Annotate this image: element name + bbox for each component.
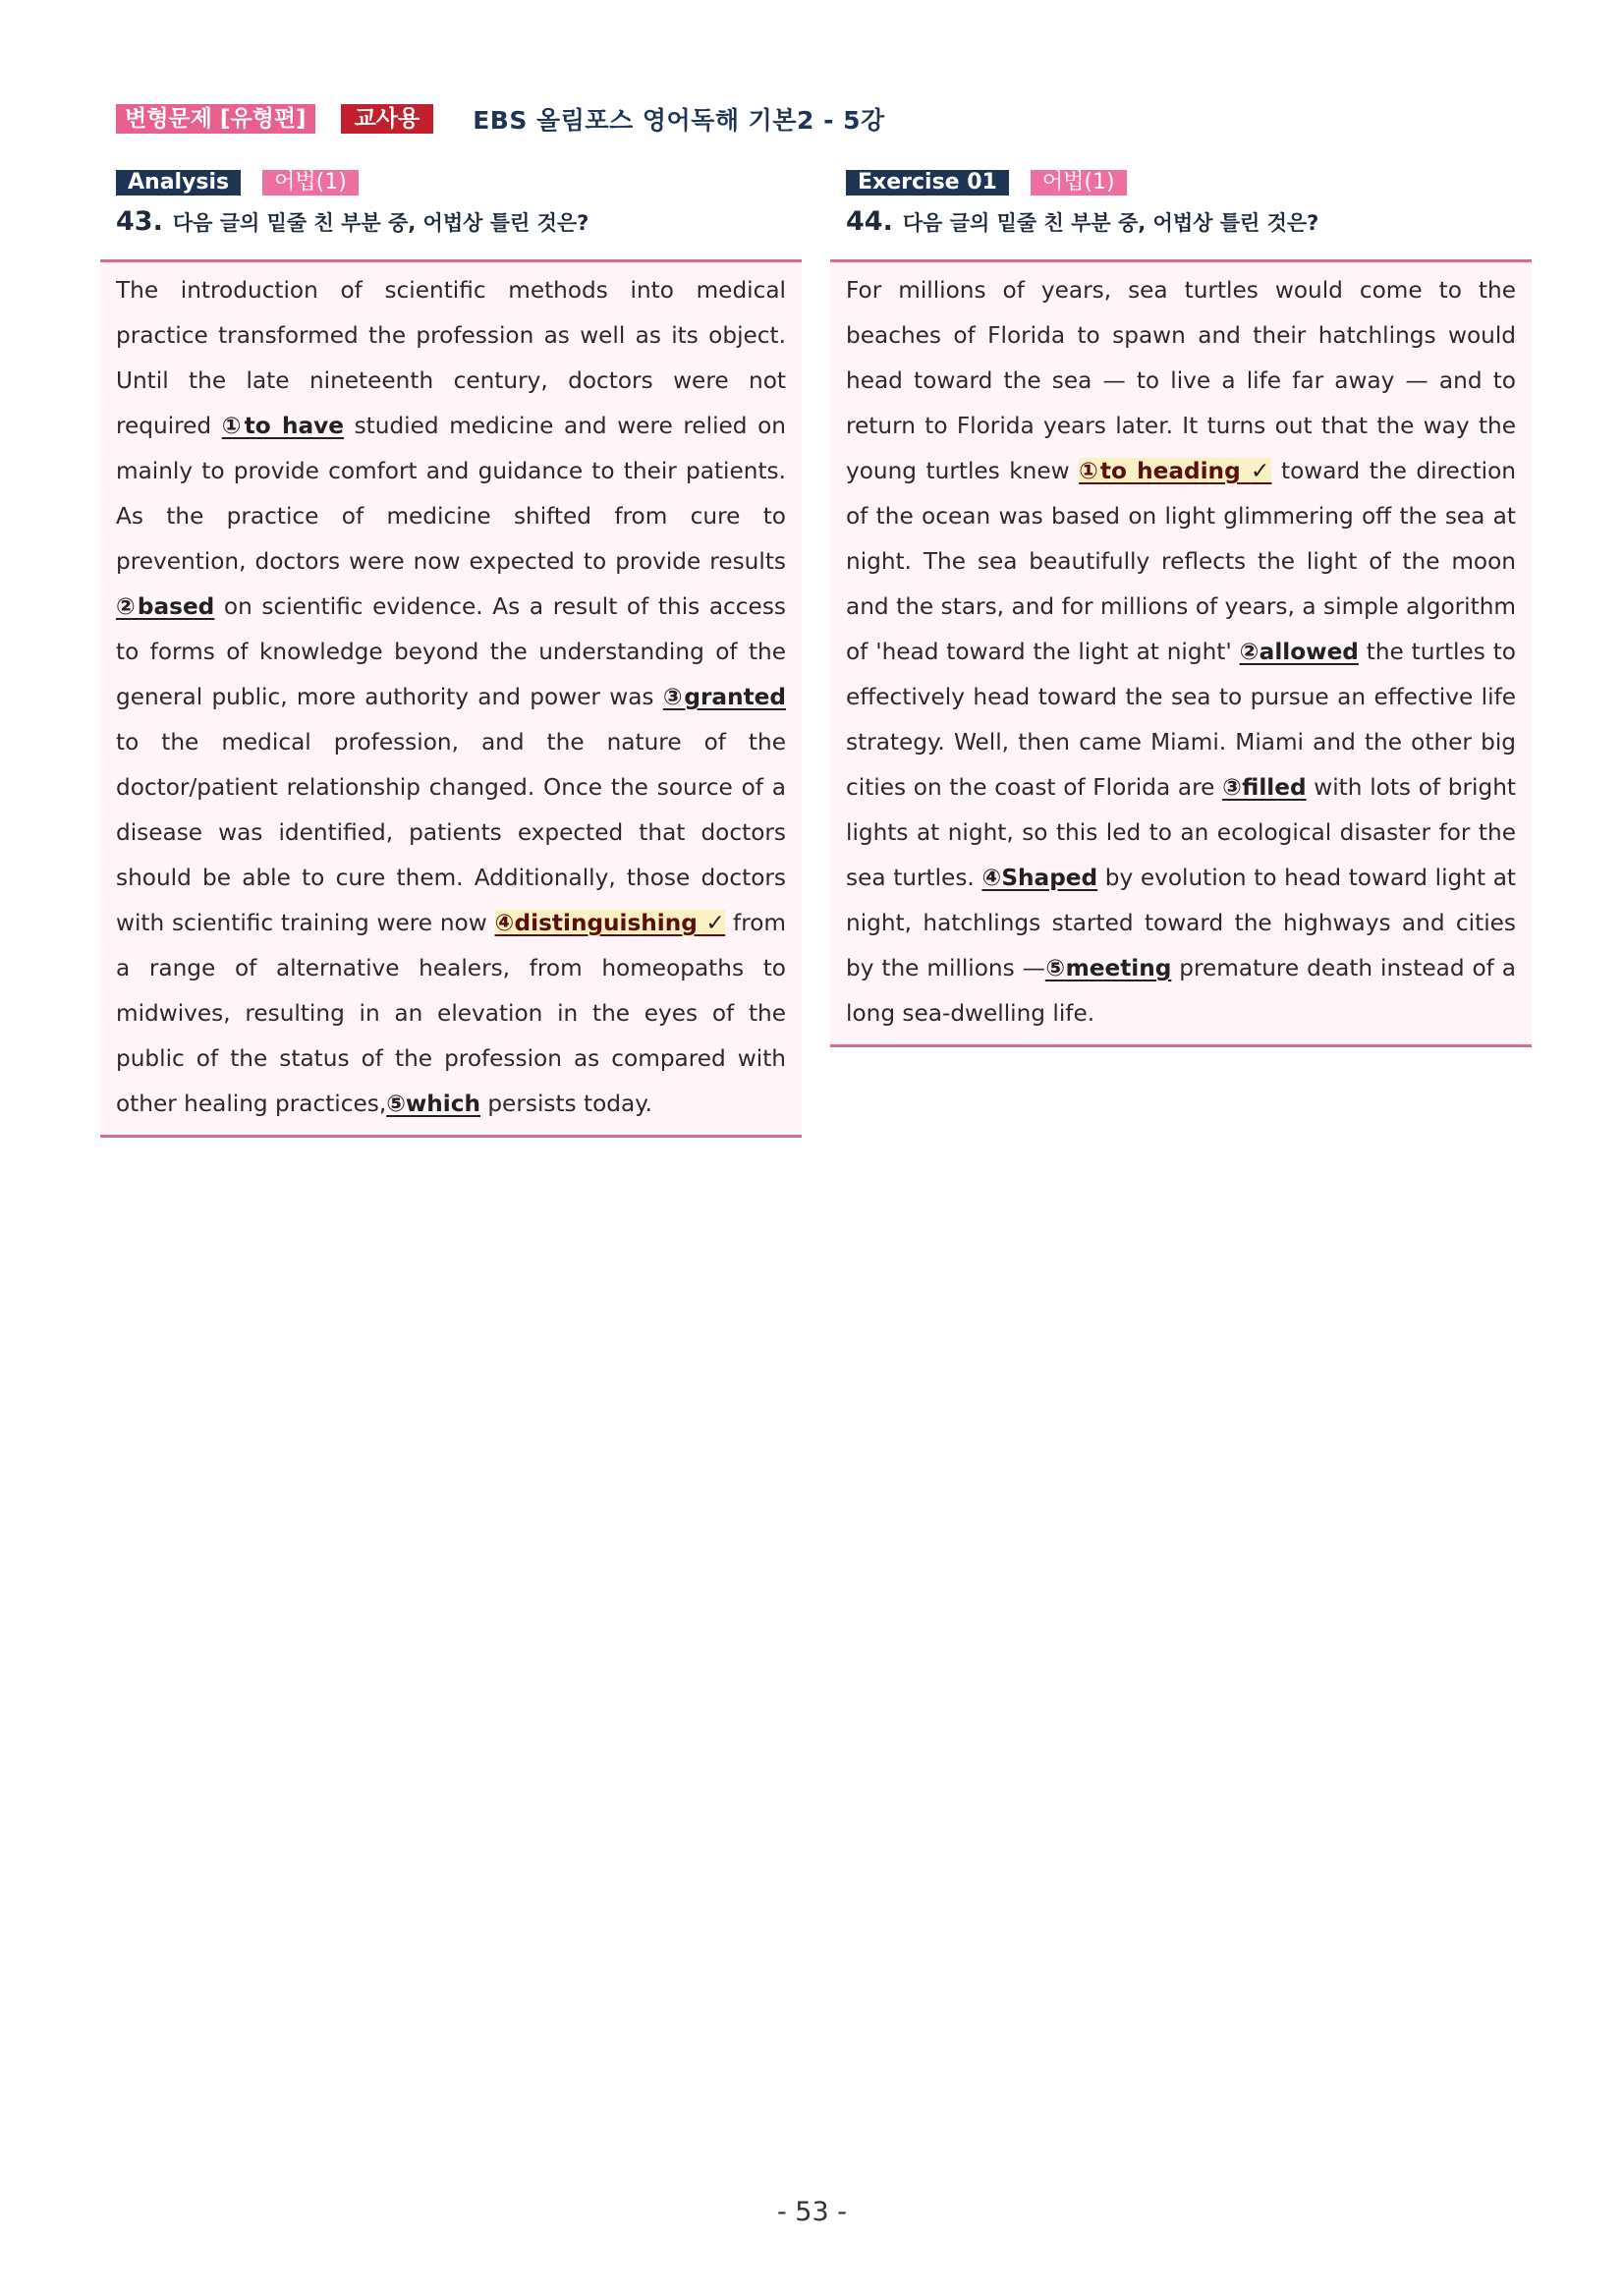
passage-segment: to the medical profession, and the nature of the doctor/patient relationship changed. Once the source of a disease was identified, patients expected that doctors should be able to cure them. Additionally, those doctors with scientific training were now: [116, 729, 786, 936]
check-icon: ✓: [705, 910, 726, 936]
choice-4: ④Shaped: [981, 865, 1098, 891]
choice-2: ②allowed: [1239, 639, 1359, 665]
header-title: EBS 올림포스 영어독해 기본2 - 5강: [473, 106, 885, 135]
passage-segment: from a range of alternative healers, from homeopaths to midwives, resulting in an elevation in the eyes of the public of the status of the profession as compared with other healing practices,: [116, 910, 786, 1117]
choice-3: ③filled: [1222, 774, 1307, 801]
question-number: 44.: [846, 206, 893, 237]
question-labels: [830, 169, 1532, 196]
question-number: 43.: [116, 206, 163, 237]
choice-2: ②based: [116, 593, 215, 620]
question-labels: [100, 169, 802, 196]
passage-segment: with lots of bright lights at night, so this led to an ecological disaster for the sea turtles.: [846, 774, 1517, 891]
choice-1-text: ①to heading: [1079, 458, 1241, 484]
question-44-column: [830, 169, 1532, 1047]
analysis-label: Analysis: [116, 170, 241, 196]
choice-3: ③granted: [662, 684, 786, 710]
teacher-tag: 교사용: [341, 104, 434, 134]
passage-segment: The introduction of scientific methods into medical practice transformed the profession as well as its object. Until the late nineteenth century, doctors were not required: [116, 277, 786, 439]
passage-box: [830, 259, 1532, 1047]
choice-5: ⑤meeting: [1044, 955, 1172, 981]
type-tag: 변형문제 [유형편]: [116, 104, 315, 134]
passage-segment: by evolution to head toward light at night, hatchlings started toward the highways and cities by the millions —: [846, 865, 1516, 981]
grammar-label: 어법(1): [1031, 170, 1127, 196]
choice-1-answer: [1079, 458, 1271, 484]
passage-box: [100, 259, 802, 1138]
passage-segment: toward the direction of the ocean was based on light glimmering off the sea at night. The sea beautifully reflects the light of the moon and the stars, and for millions of years, a simple algorithm of 'head toward the light at night': [846, 458, 1516, 665]
question-text: 다음 글의 밑줄 친 부분 중, 어법상 틀린 것은?: [172, 211, 589, 235]
passage-segment: on scientific evidence. As a result of this access to forms of knowledge beyond the understanding of the general public, more authority and power was: [116, 593, 786, 710]
passage-text: [846, 268, 1516, 1036]
choice-5: ⑤which: [386, 1091, 480, 1117]
passage-segment: premature death instead of a long sea-dwelling life.: [846, 955, 1516, 1027]
choice-4-text: ④distinguishing: [494, 910, 698, 936]
page-header: [116, 102, 885, 136]
page-number: - 53 -: [776, 2197, 847, 2227]
passage-segment: studied medicine and were relied on mainly to provide comfort and guidance to their patients. As the practice of medicine shifted from cure to prevention, doctors were now expected to provide results: [116, 413, 786, 575]
question-heading: [100, 206, 802, 240]
check-icon: ✓: [1250, 458, 1272, 484]
exercise-label: Exercise 01: [846, 170, 1009, 196]
passage-segment: the turtles to effectively head toward the sea to pursue an effective life strategy. Well, then came Miami. Miami and the other big cities on the coast of Florida are: [846, 639, 1516, 801]
question-43-column: [100, 169, 802, 1138]
passage-segment: For millions of years, sea turtles would come to the beaches of Florida to spawn and their hatchlings would head toward the sea — to live a life far away — and to return to Florida years later. It turns out that the way the young turtles knew: [846, 277, 1516, 484]
passage-text: [116, 268, 786, 1127]
question-heading: [830, 206, 1532, 240]
grammar-label: 어법(1): [262, 170, 359, 196]
choice-4-answer: [495, 910, 726, 936]
question-text: 다음 글의 밑줄 친 부분 중, 어법상 틀린 것은?: [902, 211, 1319, 235]
choice-1: ①to have: [221, 413, 344, 439]
passage-segment: persists today.: [479, 1091, 652, 1117]
